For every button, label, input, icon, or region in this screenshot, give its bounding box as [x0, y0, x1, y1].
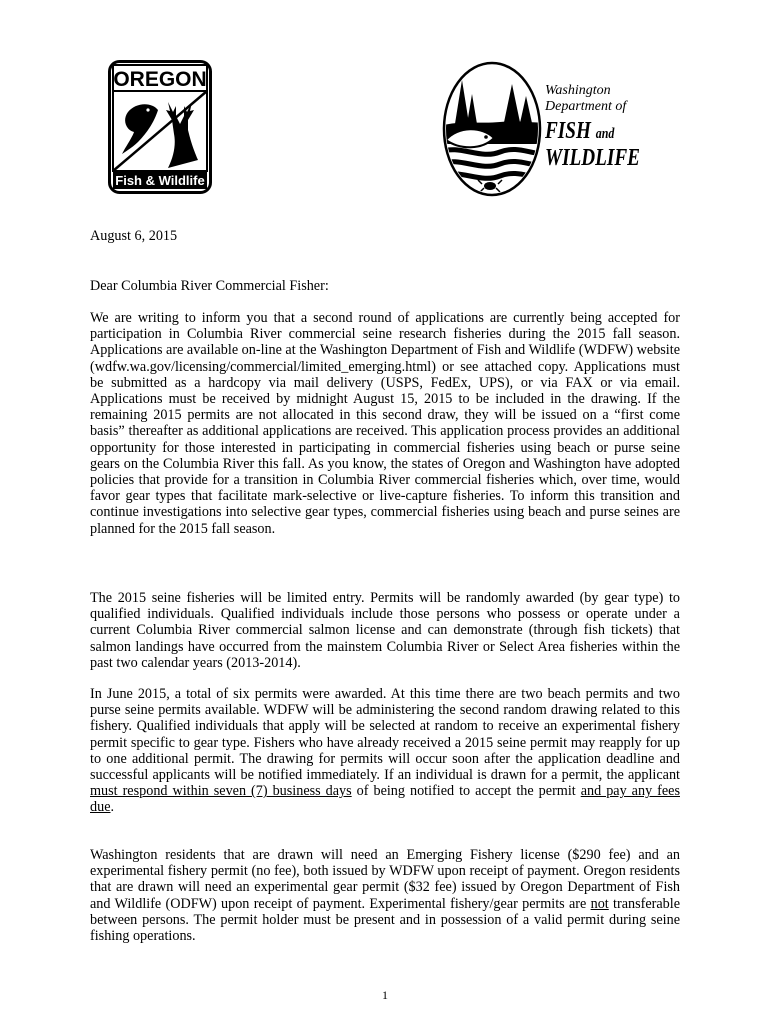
wa-logo-line2: Department of — [545, 99, 627, 114]
paragraph-3-text-1: In June 2015, a total of six permits were awarded. At this time there are two beach permits and two purse seine permits available. WDFW will be administering the second random drawing related to this fishery. Qualified individuals that apply will be selected at random to receive an experimental fishery permit specific to gear type. Fishers who have already received a 2015 seine permit may reapply for up to one additional permit. The drawing for permits will occur soon after the application deadline and successful applicants will be notified immediately. If an individual is drawn for a permit, the applicant — [90, 686, 680, 784]
letter-date: August 6, 2015 — [90, 228, 178, 244]
oregon-logo-subtitle: Fish & Wildlife — [115, 173, 205, 188]
oregon-fish-wildlife-logo — [108, 60, 212, 194]
page-number: 1 — [382, 988, 388, 1002]
letter-paragraph-3 — [90, 686, 680, 816]
paragraph-3-text-2: of being notified to accept the permit — [351, 783, 581, 800]
paragraph-3-text-3: . — [110, 799, 115, 816]
letter-paragraph-2: The 2015 seine fisheries will be limited entry. Permits will be randomly awarded (by gear type) to qualified individuals. Qualified individuals include those persons who possess or operate under a current Columbia River commercial salmon license and can demonstrate (through fish tickets) that salmon landings have occurred from the mainstem Columbia River or Select Area fisheries within the past two calendar years (2013-2014). — [90, 590, 680, 671]
paragraph-4-text-1: Washington residents that are drawn will need an Emerging Fishery license ($290 fee) and an experimental fishery permit (no fee), both issued by WDFW upon receipt of payment. Oregon residents that are drawn will need an experimental gear permit ($32 fee) issued by Oregon Department of Fish and Wildlife (ODFW) upon receipt of payment. Experimental fishery/gear permits are — [90, 847, 680, 912]
response-deadline-underlined: must respond within seven (7) business days — [90, 783, 352, 800]
wa-logo-and: and — [595, 126, 615, 142]
letter-paragraph-4 — [90, 847, 680, 944]
pay-fees-underlined: and pay any fees due — [90, 783, 680, 816]
washington-logo-emblem — [440, 60, 550, 198]
oregon-logo-graphic — [108, 60, 212, 194]
not-underlined: not — [590, 895, 609, 912]
wa-logo-line3 — [545, 119, 633, 146]
paragraph-4-text-2: transferable between persons. The permit holder must be present and in possession of a valid permit during seine fishing operations. — [90, 895, 680, 945]
washington-logo-wordmark — [545, 83, 655, 170]
letter-paragraph-1: We are writing to inform you that a second round of applications are currently being accepted for participation in Columbia River commercial seine research fisheries during the 2015 fall season. Applications are available on-line at the Washington Department of Fish and Wildlife (WDFW) website (wdfw.wa.gov/licensing/commercial/limited_emerging.html) or see attached copy. Applications must be submitted as a hardcopy via mail delivery (USPS, FedEx, UPS), or via FAX or via email. Applications must be received by midnight August 15, 2015 to be included in the drawing. If the remaining 2015 permits are not allocated in this second draw, they will be issued on a “first come basis” thereafter as additional applications are received. This application process provides an additional opportunity for those interested in participating in commercial fisheries using beach or purse seine gears on the Columbia River this fall. As you know, the states of Oregon and Washington have adopted policies that provide for a transition in Columbia River commercial fisheries which, over time, would favor gear types that facilitate mark-selective or live-capture fisheries. To inform this transition and continue investigations into selective gear types, commercial fisheries using beach and purse seines are planned for the 2015 fall season. — [90, 310, 680, 537]
wa-logo-fish: FISH — [545, 118, 591, 144]
oregon-logo-title: OREGON — [113, 68, 207, 91]
letter-salutation: Dear Columbia River Commercial Fisher: — [90, 278, 329, 294]
wa-logo-line4: WILDLIFE — [545, 145, 640, 171]
wa-logo-line1: Washington — [545, 83, 611, 98]
